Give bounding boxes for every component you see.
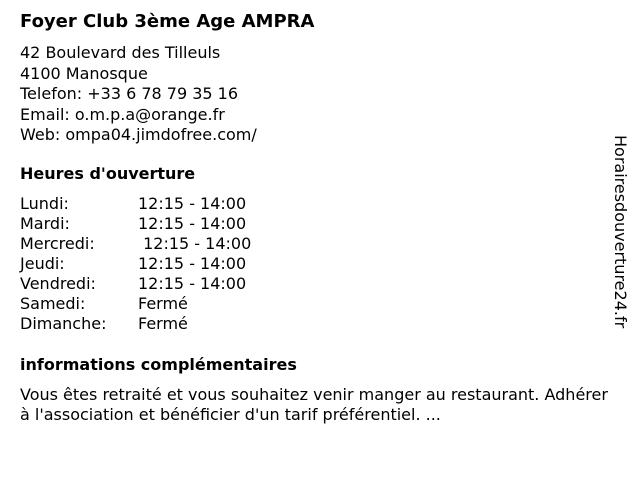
time-value: 12:15 - 14:00 — [138, 274, 247, 293]
email: Email: o.m.p.a@orange.fr — [20, 104, 225, 124]
hours-row — [20, 234, 251, 254]
opening-hours — [20, 194, 251, 334]
time-value: 12:15 - 14:00 — [138, 234, 252, 253]
time-value: 12:15 - 14:00 — [138, 254, 247, 273]
hours-row — [20, 274, 251, 294]
hours-row — [20, 294, 251, 314]
day-label: Mardi: — [20, 214, 70, 233]
hours-row — [20, 314, 251, 334]
day-label: Samedi: — [20, 294, 86, 313]
site-watermark: Horairesdouverture24.fr — [611, 135, 630, 329]
contact-block — [20, 43, 257, 146]
hours-row — [20, 214, 251, 234]
hours-row — [20, 254, 251, 274]
day-label: Dimanche: — [20, 314, 107, 333]
day-label: Lundi: — [20, 194, 69, 213]
info-heading: informations complémentaires — [20, 355, 297, 374]
time-value: 12:15 - 14:00 — [138, 194, 247, 213]
street-address: 42 Boulevard des Tilleuls — [20, 43, 221, 62]
hours-heading: Heures d'ouverture — [20, 164, 196, 183]
hours-row — [20, 194, 251, 214]
day-label: Jeudi: — [20, 254, 65, 273]
time-value: Fermé — [138, 294, 188, 313]
city: 4100 Manosque — [20, 63, 148, 83]
info-text: Vous êtes retraité et vous souhaitez venir manger au restaurant. Adhérer à l'association et bénéficier d'un tarif préférentiel. ... — [20, 385, 608, 424]
website: Web: ompa04.jimdofree.com/ — [20, 125, 257, 144]
day-label: Vendredi: — [20, 274, 96, 293]
phone: Telefon: +33 6 78 79 35 16 — [20, 84, 239, 103]
business-name: Foyer Club 3ème Age AMPRA — [20, 11, 315, 32]
day-label: Mercredi: — [20, 234, 95, 253]
time-value: 12:15 - 14:00 — [138, 214, 247, 233]
time-value: Fermé — [138, 314, 188, 333]
